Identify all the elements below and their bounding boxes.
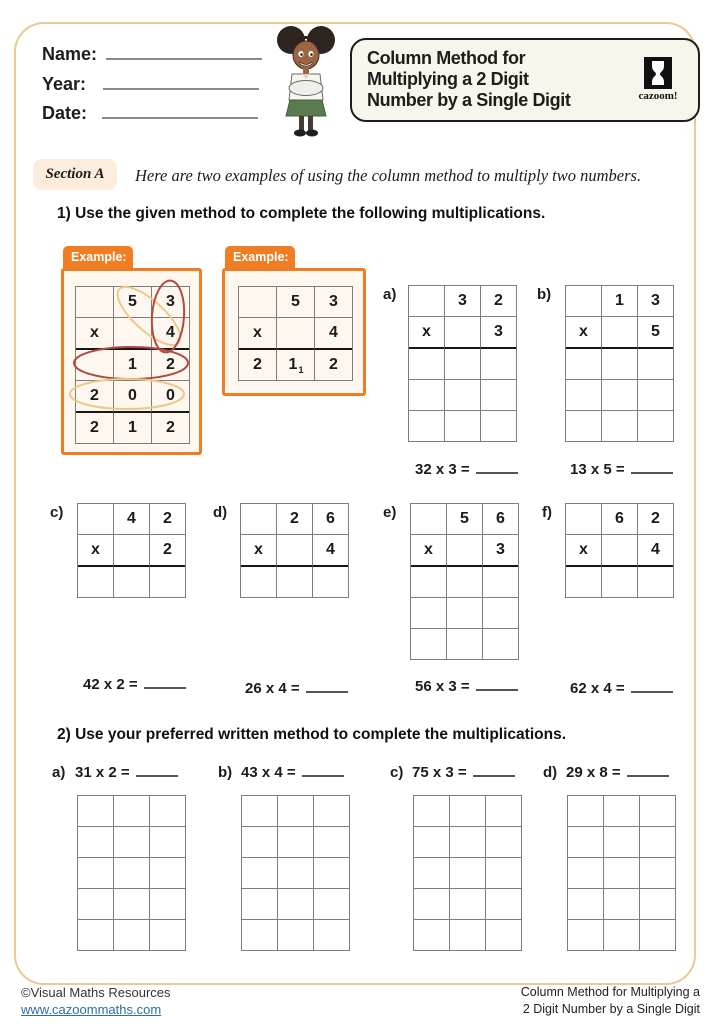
cazoom-logo-text: cazoom!	[638, 90, 678, 102]
grid-row	[409, 349, 516, 380]
grid-cell	[78, 504, 114, 535]
grid-cell	[409, 286, 445, 317]
grid-cell	[566, 504, 602, 535]
grid-cell	[314, 827, 349, 858]
problem-a-grid	[408, 285, 517, 442]
grid-cell	[78, 827, 114, 858]
q2-problem-c-equation	[412, 764, 515, 781]
problem-b-grid	[565, 285, 674, 442]
date-label: Date:	[42, 103, 88, 123]
grid-row	[568, 827, 675, 858]
problem-f-grid	[565, 503, 674, 598]
grid-row	[566, 411, 673, 441]
grid-cell	[411, 598, 447, 629]
grid-cell	[114, 858, 150, 889]
grid-row	[414, 827, 521, 858]
equation-text: 32 x 3 =	[415, 461, 470, 478]
grid-cell	[602, 567, 638, 597]
grid-cell	[604, 889, 640, 920]
problem-d-label: d)	[213, 504, 228, 521]
grid-row	[566, 317, 673, 349]
problem-c-label: c)	[50, 504, 64, 521]
grid-cell: 2	[152, 350, 189, 381]
grid-cell	[445, 411, 481, 441]
grid-row	[414, 858, 521, 889]
grid-row	[242, 827, 349, 858]
grid-cell	[313, 567, 348, 597]
grid-cell	[242, 920, 278, 950]
problem-c-equation	[83, 676, 186, 693]
grid-row	[568, 889, 675, 920]
grid-row	[566, 349, 673, 380]
grid-row	[76, 318, 189, 350]
answer-blank	[627, 764, 669, 777]
grid-cell	[277, 535, 313, 567]
q2-problem-b-equation	[241, 764, 344, 781]
grid-cell	[566, 286, 602, 317]
example2-tab: Example:	[225, 246, 295, 270]
year-field-row	[42, 74, 259, 95]
answer-blank	[302, 764, 344, 777]
grid-cell: 5	[277, 287, 315, 318]
answer-blank	[476, 461, 518, 474]
grid-row	[409, 286, 516, 317]
problem-b-label: b)	[537, 286, 552, 303]
grid-cell: 2	[239, 350, 277, 380]
q2-working-grid-a	[77, 795, 186, 951]
grid-cell: 5	[447, 504, 483, 535]
answer-blank	[144, 676, 186, 689]
grid-cell	[414, 920, 450, 950]
grid-cell	[278, 858, 314, 889]
q2-working-grid-d	[567, 795, 676, 951]
grid-cell	[242, 796, 278, 827]
equation-text: 26 x 4 =	[245, 680, 300, 697]
grid-row	[239, 318, 352, 350]
equation-text: 75 x 3 =	[412, 764, 467, 781]
grid-cell	[241, 504, 277, 535]
grid-cell	[486, 796, 521, 827]
grid-cell	[278, 889, 314, 920]
copyright-text: ©Visual Maths Resources	[21, 985, 171, 1000]
grid-row	[566, 286, 673, 317]
grid-row	[411, 504, 518, 535]
equation-text: 31 x 2 =	[75, 764, 130, 781]
grid-cell	[150, 827, 185, 858]
grid-cell	[568, 920, 604, 950]
grid-cell	[447, 567, 483, 598]
grid-cell: x	[409, 317, 445, 349]
date-field-row	[42, 103, 258, 124]
grid-cell	[78, 567, 114, 597]
grid-cell	[481, 411, 516, 441]
grid-cell	[447, 535, 483, 567]
grid-cell	[277, 567, 313, 597]
grid-row	[242, 889, 349, 920]
worksheet-title: Column Method for Multiplying a 2 Digit Number by a Single Digit	[367, 48, 571, 110]
grid-cell	[114, 535, 150, 567]
grid-row	[411, 535, 518, 567]
grid-cell	[76, 350, 114, 381]
grid-cell	[447, 598, 483, 629]
grid-cell	[114, 920, 150, 950]
grid-cell	[414, 796, 450, 827]
carry-digit: 1	[298, 365, 304, 375]
worksheet-title-box	[350, 38, 700, 122]
grid-row	[241, 504, 348, 535]
grid-cell	[242, 827, 278, 858]
grid-cell: 5	[638, 317, 673, 349]
grid-cell: 3	[445, 286, 481, 317]
example2-grid	[238, 286, 353, 381]
grid-cell	[242, 858, 278, 889]
grid-cell: 2	[150, 535, 185, 567]
grid-cell	[414, 889, 450, 920]
grid-row	[414, 796, 521, 827]
grid-row	[76, 413, 189, 443]
grid-cell	[78, 920, 114, 950]
grid-cell	[602, 349, 638, 380]
grid-row	[568, 796, 675, 827]
grid-cell	[114, 796, 150, 827]
grid-row	[568, 920, 675, 950]
grid-cell: 4	[152, 318, 189, 350]
grid-cell	[114, 889, 150, 920]
grid-cell	[483, 629, 518, 659]
grid-cell	[568, 858, 604, 889]
grid-cell	[409, 411, 445, 441]
grid-row	[76, 350, 189, 381]
grid-cell	[150, 920, 185, 950]
grid-row	[78, 920, 185, 950]
grid-cell	[114, 567, 150, 597]
grid-row	[78, 567, 185, 597]
grid-cell: x	[566, 535, 602, 567]
grid-cell	[414, 827, 450, 858]
grid-cell	[278, 827, 314, 858]
grid-cell: 2	[150, 504, 185, 535]
grid-row	[566, 504, 673, 535]
grid-cell	[447, 629, 483, 659]
grid-cell: 1	[114, 413, 152, 443]
grid-cell	[486, 827, 521, 858]
grid-cell	[604, 858, 640, 889]
grid-cell	[114, 318, 152, 350]
problem-e-grid	[410, 503, 519, 660]
problem-a-label: a)	[383, 286, 397, 303]
grid-cell	[486, 889, 521, 920]
year-blank-line	[103, 74, 259, 90]
grid-cell	[640, 889, 675, 920]
grid-cell	[483, 598, 518, 629]
grid-row	[78, 535, 185, 567]
grid-cell	[450, 858, 486, 889]
example1-grid	[75, 286, 190, 444]
grid-cell	[314, 796, 349, 827]
grid-cell	[602, 380, 638, 411]
grid-cell: x	[78, 535, 114, 567]
q2-problem-b-label: b)	[218, 764, 233, 781]
grid-row	[241, 567, 348, 597]
answer-blank	[136, 764, 178, 777]
grid-cell: 2	[277, 504, 313, 535]
grid-cell: x	[411, 535, 447, 567]
grid-row	[239, 350, 352, 380]
grid-cell	[638, 349, 673, 380]
grid-cell: 6	[483, 504, 518, 535]
grid-row	[411, 598, 518, 629]
grid-cell: 2	[76, 413, 114, 443]
name-field-row	[42, 44, 262, 65]
grid-cell	[278, 796, 314, 827]
grid-cell: 2	[166, 419, 175, 436]
grid-cell: 4	[114, 504, 150, 535]
grid-row	[409, 411, 516, 441]
grid-cell	[409, 349, 445, 380]
grid-cell: 6	[602, 504, 638, 535]
equation-text: 62 x 4 =	[570, 680, 625, 697]
grid-row	[414, 920, 521, 950]
grid-cell	[450, 889, 486, 920]
grid-cell: x	[239, 318, 277, 350]
equation-text: 56 x 3 =	[415, 678, 470, 695]
grid-cell: 4	[638, 535, 673, 567]
grid-cell	[481, 380, 516, 411]
footer-doc-title-line1: Column Method for Multiplying a	[520, 985, 700, 999]
grid-cell: 2	[329, 356, 338, 373]
grid-cell	[277, 318, 315, 350]
grid-row	[411, 567, 518, 598]
grid-cell	[450, 827, 486, 858]
grid-cell	[150, 567, 185, 597]
grid-cell: 0	[114, 381, 152, 413]
grid-row	[411, 629, 518, 659]
grid-row	[566, 380, 673, 411]
grid-cell: 3	[315, 287, 352, 318]
grid-cell	[150, 796, 185, 827]
cazoom-logo-icon	[644, 57, 672, 89]
grid-cell: x	[241, 535, 277, 567]
grid-row	[78, 827, 185, 858]
grid-row	[78, 858, 185, 889]
grid-cell: 3	[638, 286, 673, 317]
grid-cell	[483, 567, 518, 598]
grid-cell	[445, 349, 481, 380]
grid-cell	[568, 827, 604, 858]
problem-b-equation	[570, 461, 673, 478]
grid-cell	[450, 796, 486, 827]
q2-problem-d-label: d)	[543, 764, 558, 781]
grid-cell	[602, 317, 638, 349]
grid-cell	[241, 567, 277, 597]
grid-cell	[640, 827, 675, 858]
grid-cell: 3	[481, 317, 516, 349]
q2-working-grid-b	[241, 795, 350, 951]
grid-row	[241, 535, 348, 567]
section-a-badge: Section A	[33, 159, 117, 190]
grid-cell	[409, 380, 445, 411]
grid-cell: 4	[313, 535, 348, 567]
grid-cell	[411, 629, 447, 659]
grid-cell: 1	[114, 350, 152, 381]
grid-cell	[638, 567, 673, 597]
grid-cell	[568, 889, 604, 920]
grid-cell	[602, 535, 638, 567]
q2-working-grid-c	[413, 795, 522, 951]
grid-cell	[314, 920, 349, 950]
equation-text: 42 x 2 =	[83, 676, 138, 693]
problem-e-label: e)	[383, 504, 397, 521]
grid-cell	[604, 920, 640, 950]
grid-cell	[602, 411, 638, 441]
q2-problem-a-equation	[75, 764, 178, 781]
grid-cell	[239, 287, 277, 318]
footer-left	[21, 984, 171, 1018]
grid-cell: 1	[602, 286, 638, 317]
grid-cell: 2	[76, 381, 114, 413]
grid-row	[566, 567, 673, 597]
grid-row	[239, 287, 352, 318]
grid-cell	[78, 858, 114, 889]
answer-blank	[631, 461, 673, 474]
grid-cell	[640, 858, 675, 889]
q2-problem-c-label: c)	[390, 764, 404, 781]
grid-cell: 3	[483, 535, 518, 567]
grid-cell	[76, 287, 114, 318]
grid-cell: 6	[313, 504, 348, 535]
grid-cell	[638, 411, 673, 441]
grid-cell	[445, 317, 481, 349]
cazoom-logo	[630, 57, 686, 102]
grid-cell	[566, 567, 602, 597]
equation-text: 43 x 4 =	[241, 764, 296, 781]
grid-cell: x	[76, 318, 114, 350]
grid-cell	[411, 504, 447, 535]
grid-cell	[640, 920, 675, 950]
problem-e-equation	[415, 678, 518, 695]
name-blank-line	[106, 44, 262, 60]
problem-d-grid	[240, 503, 349, 598]
grid-cell: x	[566, 317, 602, 349]
grid-cell	[566, 349, 602, 380]
footer-right	[521, 984, 700, 1018]
question1-instruction: 1) Use the given method to complete the following multiplications.	[57, 205, 546, 222]
website-link[interactable]: www.cazoommaths.com	[21, 1002, 162, 1017]
grid-row	[76, 381, 189, 413]
grid-row	[242, 920, 349, 950]
grid-row	[409, 380, 516, 411]
grid-cell	[314, 858, 349, 889]
grid-row	[78, 889, 185, 920]
q2-problem-d-equation	[566, 764, 669, 781]
grid-row	[242, 858, 349, 889]
grid-row	[568, 858, 675, 889]
grid-cell	[638, 380, 673, 411]
equation-text: 29 x 8 =	[566, 764, 621, 781]
grid-cell: 5	[114, 287, 152, 318]
grid-cell: 3	[152, 287, 189, 318]
grid-cell: 4	[315, 318, 352, 350]
grid-row	[78, 796, 185, 827]
problem-a-equation	[415, 461, 518, 478]
grid-cell	[150, 858, 185, 889]
problem-f-equation	[570, 680, 673, 697]
grid-cell	[414, 858, 450, 889]
grid-cell: 2	[481, 286, 516, 317]
grid-cell	[114, 827, 150, 858]
grid-cell: 0	[152, 381, 189, 413]
grid-cell	[486, 920, 521, 950]
section-a-intro-text: Here are two examples of using the column method to multiply two numbers.	[135, 166, 642, 185]
grid-cell	[314, 889, 349, 920]
grid-cell	[150, 889, 185, 920]
footer-doc-title-line2: 2 Digit Number by a Single Digit	[522, 1002, 700, 1016]
equation-text: 13 x 5 =	[570, 461, 625, 478]
problem-d-equation	[245, 680, 348, 697]
answer-blank	[473, 764, 515, 777]
grid-cell	[604, 827, 640, 858]
grid-cell	[411, 567, 447, 598]
grid-cell	[566, 411, 602, 441]
grid-cell	[450, 920, 486, 950]
grid-cell	[568, 796, 604, 827]
grid-row	[409, 317, 516, 349]
year-label: Year:	[42, 74, 87, 94]
grid-cell	[278, 920, 314, 950]
grid-row	[242, 796, 349, 827]
date-blank-line	[102, 103, 258, 119]
student-character-illustration	[266, 24, 346, 138]
answer-blank	[631, 680, 673, 693]
grid-cell	[242, 889, 278, 920]
grid-cell	[566, 380, 602, 411]
q2-problem-a-label: a)	[52, 764, 66, 781]
problem-f-label: f)	[542, 504, 552, 521]
question2-instruction: 2) Use your preferred written method to complete the multiplications.	[57, 726, 566, 743]
example1-tab: Example:	[63, 246, 133, 270]
answer-blank	[306, 680, 348, 693]
grid-row	[76, 287, 189, 318]
problem-c-grid	[77, 503, 186, 598]
grid-cell: 1 1	[277, 350, 315, 380]
grid-cell	[481, 349, 516, 380]
grid-cell	[78, 889, 114, 920]
grid-cell	[486, 858, 521, 889]
grid-cell	[604, 796, 640, 827]
grid-row	[78, 504, 185, 535]
name-label: Name:	[42, 44, 98, 64]
grid-cell: 2	[638, 504, 673, 535]
grid-row	[414, 889, 521, 920]
answer-blank	[476, 678, 518, 691]
grid-cell	[78, 796, 114, 827]
grid-cell	[445, 380, 481, 411]
grid-row	[566, 535, 673, 567]
grid-cell	[640, 796, 675, 827]
